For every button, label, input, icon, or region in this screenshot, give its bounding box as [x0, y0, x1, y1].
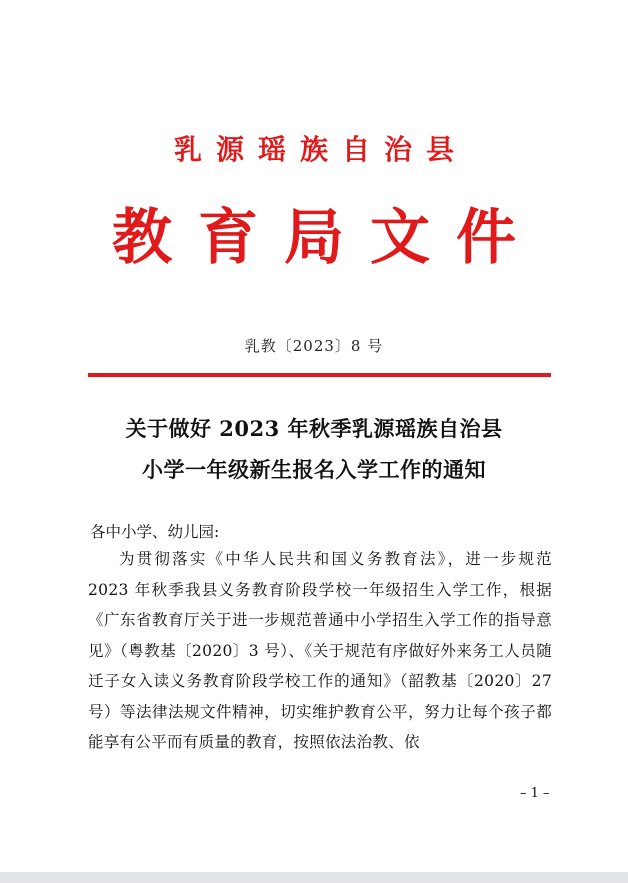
body-paragraph: 为贯彻落实《中华人民共和国义务教育法》，进一步规范 2023 年秋季我县义务教育阶段学校一年级招生入学工作，根据《广东省教育厅关于进一步规范普通中小学招生入学工作的指导意见》（粤教基〔2020〕3 号）、《关于规范有序做好外来务工人员随迁子女入读义务教育阶段学校工作的通知》（韶教基〔2020〕27 号）等法律法规文件精神，切实维护教育公平，努力让每个孩子都能享有公平而有质量的教育，按照依法治教、依	[88, 550, 552, 751]
viewer-bottom-bar	[0, 872, 628, 883]
red-separator-line	[88, 373, 551, 377]
document-type-heading: 教育局文件	[112, 203, 542, 273]
title-line-1: 关于做好 2023 年秋季乳源瑶族自治县	[125, 416, 503, 441]
document-number: 乳教〔2023〕8 号	[244, 337, 384, 355]
notice-title	[0, 408, 628, 490]
page-number: – 1 –	[520, 786, 550, 801]
title-line-2: 小学一年级新生报名入学工作的通知	[142, 457, 486, 482]
issuer-name: 乳源瑶族自治县	[173, 133, 468, 166]
salutation: 各中小学、幼儿园:	[90, 523, 220, 541]
